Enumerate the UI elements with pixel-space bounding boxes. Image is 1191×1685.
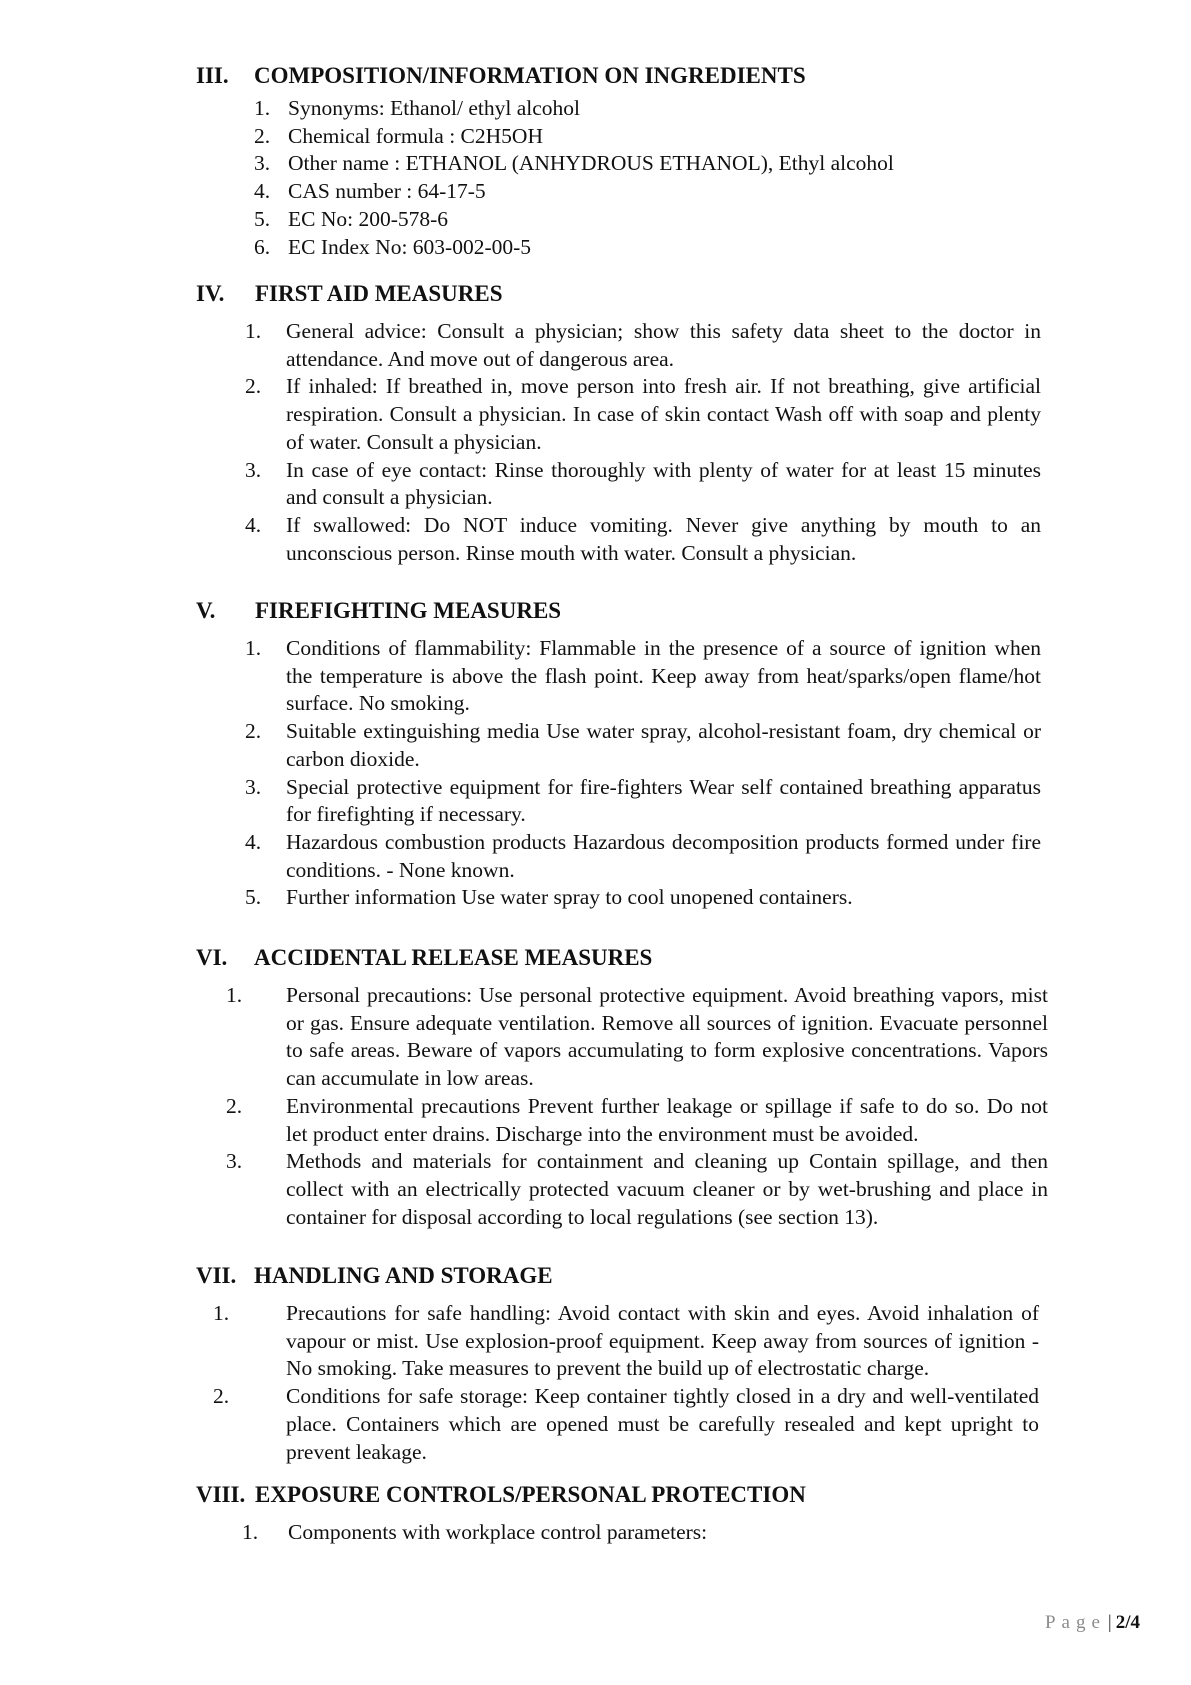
section-numeral: VII. (196, 1263, 237, 1288)
list-item: 1. General advice: Consult a physician; show this safety data sheet to the doctor in attendance. And move out of dangerous area. (245, 319, 1041, 371)
section-heading (196, 944, 1131, 972)
section-heading (196, 280, 1131, 308)
list-item: 3. In case of eye contact: Rinse thoroughly with plenty of water for at least 15 minutes and consult a physician. (245, 457, 1041, 510)
list-item: 5. EC No: 200-578-6 (254, 206, 449, 231)
footer-separator: | (1107, 1612, 1112, 1633)
list-item: 2. Suitable extinguishing media Use water spray, alcohol-resistant foam, dry chemical or carbon dioxide. (245, 719, 1041, 771)
list-item: 4. If swallowed: Do NOT induce vomiting. Never give anything by mouth to an unconscious person. Rinse mouth with water. Consult a physician. (245, 512, 1041, 565)
list-item: 1. Precautions for safe handling: Avoid contact with skin and eyes. Avoid inhalation of vapour or mist. Use explosion-proof equipment. Keep away from sources of ignition - No smoking. Take measures to prevent the build up of electrostatic charge. (213, 1301, 1039, 1381)
page-number: 2/4 (1115, 1612, 1140, 1633)
section-firefighting (196, 597, 1131, 912)
list-item: 4. Hazardous combustion products Hazardous decomposition products formed under fire conditions. - None known. (245, 829, 1041, 882)
section-handling-storage (196, 1262, 1131, 1466)
section-composition (196, 62, 1131, 261)
list-item: 2. Conditions for safe storage: Keep container tightly closed in a dry and well-ventilated place. Containers which are opened must be carefully resealed and kept upright to prevent leakage. (213, 1384, 1039, 1464)
first-aid-list (196, 318, 1041, 567)
section-title: FIREFIGHTING MEASURES (255, 598, 562, 623)
list-item: 1. Conditions of flammability: Flammable in the presence of a source of ignition when the temperature is above the flash point. Keep away from heat/sparks/open flame/hot surface. No smoking. (245, 636, 1041, 716)
section-numeral: VIII. (196, 1482, 246, 1507)
page-footer (870, 1611, 1140, 1635)
list-item: 3. Methods and materials for containment and cleaning up Contain spillage, and then collect with an electrically protected vacuum cleaner or by wet-brushing and place in container for disposal according to local regulations (see section 13). (226, 1149, 1048, 1229)
section-numeral: VI. (196, 945, 228, 970)
list-item: 6. EC Index No: 603-002-00-5 (254, 234, 532, 259)
section-heading (196, 62, 1131, 90)
section-exposure-controls (196, 1481, 1131, 1547)
section-title: EXPOSURE CONTROLS/PERSONAL PROTECTION (255, 1482, 806, 1507)
handling-storage-list (196, 1300, 1131, 1466)
section-title: COMPOSITION/INFORMATION ON INGREDIENTS (254, 63, 806, 88)
firefighting-list (196, 635, 1041, 912)
exposure-controls-list (196, 1519, 1131, 1547)
section-numeral: V. (196, 598, 216, 623)
list-item: 2. If inhaled: If breathed in, move person into fresh air. If not breathing, give artificial respiration. Consult a physician. In case of skin contact Wash off with soap and plenty of water. Consult a physician. (245, 374, 1041, 454)
list-item: 5. Further information Use water spray to cool unopened containers. (245, 885, 853, 910)
page-label: Page (1044, 1612, 1106, 1633)
section-title: ACCIDENTAL RELEASE MEASURES (254, 945, 653, 970)
accidental-release-list (196, 982, 1131, 1231)
list-item: 4. CAS number : 64-17-5 (254, 179, 486, 204)
list-item: 2. Environmental precautions Prevent further leakage or spillage if safe to do so. Do not let product enter drains. Discharge into the environment must be avoided. (226, 1093, 1048, 1146)
section-heading (196, 597, 1131, 625)
list-item: 3. Special protective equipment for fire-fighters Wear self contained breathing apparatus for firefighting if necessary. (245, 774, 1041, 827)
section-title: FIRST AID MEASURES (255, 281, 503, 306)
section-heading (196, 1481, 1131, 1509)
section-accidental-release (196, 944, 1131, 1231)
section-heading (196, 1262, 1131, 1290)
section-numeral: IV. (196, 281, 225, 306)
section-title: HANDLING AND STORAGE (254, 1263, 553, 1288)
list-item: 1. Components with workplace control parameters: (242, 1520, 708, 1544)
section-first-aid (196, 280, 1131, 567)
ingredient-list (196, 95, 1131, 261)
list-item: 1. Synonyms: Ethanol/ ethyl alcohol (254, 96, 581, 120)
section-numeral: III. (196, 63, 229, 88)
list-item: 3. Other name : ETHANOL (ANHYDROUS ETHANOL), Ethyl alcohol (254, 151, 894, 176)
list-item: 1. Personal precautions: Use personal protective equipment. Avoid breathing vapors, mist or gas. Ensure adequate ventilation. Remove all sources of ignition. Evacuate personnel to safe areas. Beware of vapors accumulating to form explosive concentrations. Vapors can accumulate in low areas. (226, 983, 1048, 1091)
list-item: 2. Chemical formula : C2H5OH (254, 123, 543, 148)
